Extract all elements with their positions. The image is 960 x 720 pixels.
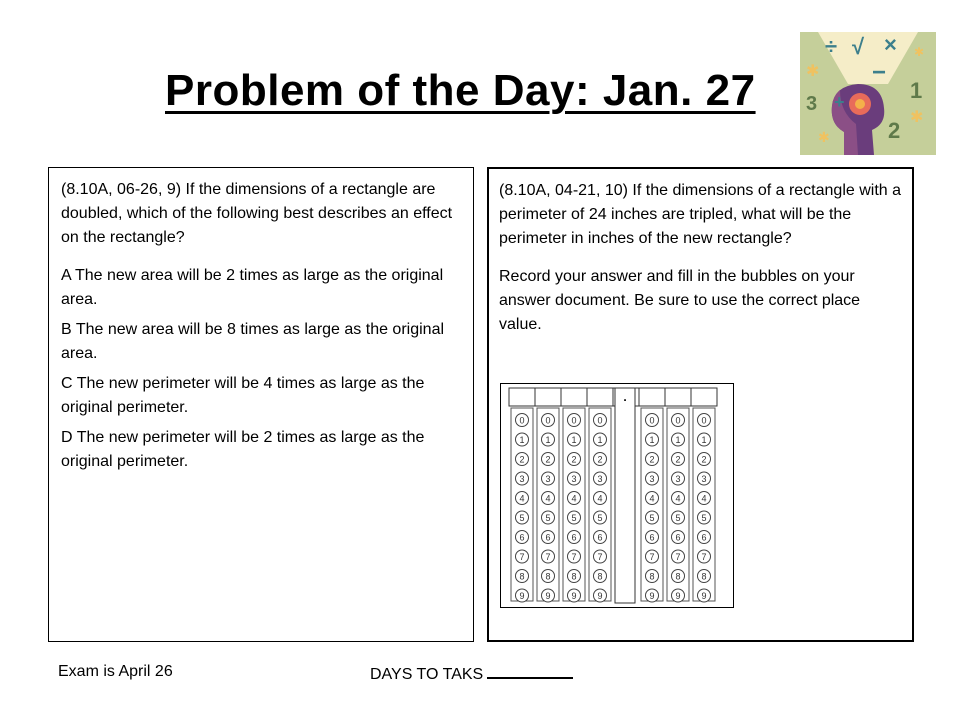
grid-bubble-digit: 6 <box>519 532 525 543</box>
grid-bubble-digit: 4 <box>649 493 655 504</box>
grid-bubble-digit: 1 <box>649 435 655 445</box>
grid-bubble-digit: 7 <box>649 552 655 562</box>
clipart-one: 1 <box>910 78 923 103</box>
grid-bubble-digit: 9 <box>597 591 603 601</box>
grid-bubble-digit: 0 <box>545 415 551 426</box>
grid-bubble-digit: 7 <box>545 552 551 562</box>
grid-bubble-digit: 0 <box>675 415 681 426</box>
grid-bubble-digit: 4 <box>545 493 551 504</box>
grid-bubble-digit: 8 <box>701 571 707 582</box>
grid-bubble-digit: 8 <box>597 571 603 582</box>
svg-text:✱: ✱ <box>818 129 830 145</box>
option-c: C The new perimeter will be 4 times as large as the original perimeter. <box>61 375 425 416</box>
grid-bubble-digit: 7 <box>701 552 707 562</box>
right-question: (8.10A, 04-21, 10) If the dimensions of a rectangle with a perimeter of 24 inches are tripled, what will be the perimeter in inches of the new rectangle? <box>499 182 902 247</box>
days-label: DAYS TO TAKS <box>370 666 484 683</box>
right-instruction: Record your answer and fill in the bubbles on your answer document. Be sure to use the correct place value. <box>499 268 861 333</box>
option-d: D The new perimeter will be 2 times as large as the original perimeter. <box>61 429 425 470</box>
grid-bubble-digit: 6 <box>597 532 603 543</box>
grid-bubble-digit: 4 <box>675 493 681 504</box>
grid-bubble-digit: 2 <box>649 454 655 465</box>
grid-bubble-digit: 3 <box>701 474 707 484</box>
grid-bubble-digit: 8 <box>675 571 681 582</box>
grid-bubble-digit: 1 <box>597 435 603 445</box>
clipart-divide: ÷ <box>825 34 838 59</box>
clipart-sqrt: √ <box>852 34 865 59</box>
grid-bubble-digit: 1 <box>545 435 551 445</box>
grid-bubble-digit: 7 <box>675 552 681 562</box>
grid-bubble-digit: 9 <box>675 591 681 601</box>
grid-bubble-digit: 4 <box>571 493 577 504</box>
grid-bubble-digit: 2 <box>701 454 707 465</box>
grid-bubble-digit: 9 <box>519 591 525 601</box>
grid-bubble-digit: 3 <box>675 474 681 484</box>
grid-bubble-digit: 5 <box>675 513 681 523</box>
grid-bubble-digit: 1 <box>701 435 707 445</box>
grid-bubble-digit: 6 <box>701 532 707 543</box>
grid-bubble-digit: 5 <box>649 513 655 523</box>
grid-bubble-digit: 3 <box>519 474 525 484</box>
grid-bubble-digit: 5 <box>545 513 551 523</box>
grid-bubble-digit: 8 <box>519 571 525 582</box>
grid-bubble-digit: 3 <box>545 474 551 484</box>
grid-decimal-point: . <box>623 390 627 404</box>
clipart-plus: + <box>834 92 845 112</box>
svg-text:✱: ✱ <box>910 109 924 126</box>
grid-bubble-digit: 3 <box>649 474 655 484</box>
exam-date: Exam is April 26 <box>58 663 173 680</box>
grid-decimal-column <box>615 388 635 603</box>
grid-bubble-digit: 0 <box>701 415 707 426</box>
clipart-three: 3 <box>806 93 818 115</box>
grid-bubble-digit: 5 <box>701 513 707 523</box>
left-question: (8.10A, 06-26, 9) If the dimensions of a rectangle are doubled, which of the following best describes an effect on the rectangle? <box>61 181 453 246</box>
clipart-minus: − <box>872 59 887 86</box>
grid-bubble-digit: 0 <box>571 415 577 426</box>
grid-bubble-digit: 0 <box>519 415 525 426</box>
grid-bubble-digit: 8 <box>571 571 577 582</box>
grid-bubble-digit: 9 <box>701 591 707 601</box>
page-title: Problem of the Day: Jan. 27 <box>165 66 756 115</box>
grid-bubble-digit: 0 <box>597 415 603 426</box>
math-head-clipart-icon <box>800 32 936 155</box>
grid-bubble-digit: 6 <box>571 532 577 543</box>
grid-bubble-digit: 4 <box>597 493 603 504</box>
grid-bubble-digit: 5 <box>597 513 603 523</box>
svg-text:✱: ✱ <box>914 45 925 59</box>
grid-bubble-digit: 2 <box>519 454 525 465</box>
grid-bubble-digit: 4 <box>519 493 525 504</box>
left-problem-box <box>48 167 474 642</box>
grid-bubble-digit: 2 <box>675 454 681 465</box>
grid-bubble-digit: 9 <box>545 591 551 601</box>
grid-bubble-digit: 1 <box>675 435 681 445</box>
grid-bubble-digit: 5 <box>571 513 577 523</box>
answer-grid <box>500 383 734 608</box>
grid-bubble-digit: 1 <box>571 435 577 445</box>
clipart-two: 2 <box>888 118 901 143</box>
grid-bubble-digit: 1 <box>519 435 525 445</box>
grid-bubble-digit: 9 <box>649 591 655 601</box>
grid-bubble-digit: 2 <box>545 454 551 465</box>
grid-bubble-digit: 9 <box>571 591 577 601</box>
grid-bubble-digit: 7 <box>597 552 603 562</box>
grid-bubble-digit: 8 <box>649 571 655 582</box>
grid-bubble-digit: 6 <box>675 532 681 543</box>
days-to-taks <box>370 663 573 684</box>
grid-bubble-digit: 2 <box>597 454 603 465</box>
svg-text:✱: ✱ <box>806 63 820 80</box>
grid-bubble-digit: 6 <box>649 532 655 543</box>
grid-bubble-digit: 8 <box>545 571 551 582</box>
grid-bubble-digit: 0 <box>649 415 655 426</box>
option-a: A The new area will be 2 times as large as the original area. <box>61 267 444 308</box>
option-b: B The new area will be 8 times as large as the original area. <box>61 321 445 362</box>
days-blank <box>487 663 573 679</box>
grid-bubble-digit: 3 <box>597 474 603 484</box>
grid-bubble-digit: 7 <box>571 552 577 562</box>
grid-bubble-digit: 4 <box>701 493 707 504</box>
grid-bubble-digit: 3 <box>571 474 577 484</box>
grid-bubble-digit: 6 <box>545 532 551 543</box>
grid-bubble-digit: 2 <box>571 454 577 465</box>
clipart-times: × <box>884 32 897 57</box>
grid-bubble-digit: 7 <box>519 552 525 562</box>
grid-bubble-digit: 5 <box>519 513 525 523</box>
